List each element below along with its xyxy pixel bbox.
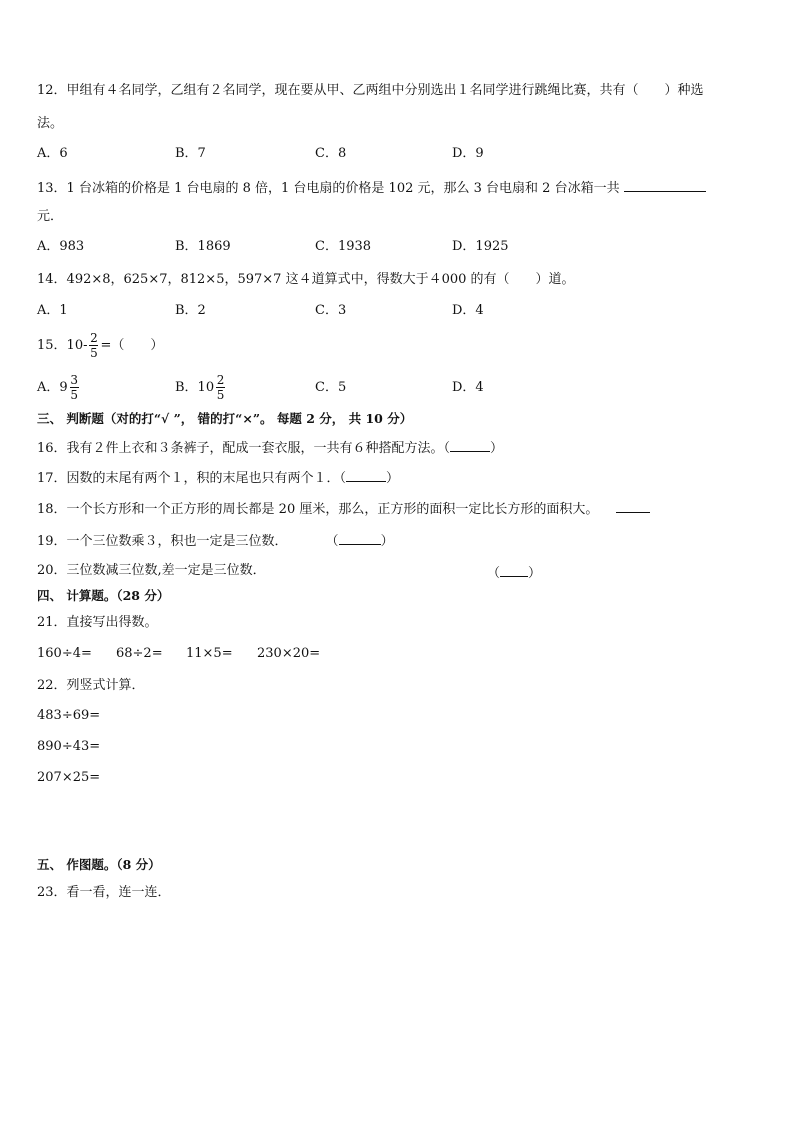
q15-option-a-fraction	[70, 373, 79, 402]
q12-option-a: A．6	[37, 146, 68, 161]
q14-option-a: A．1	[37, 303, 68, 318]
q19-close-paren: ）	[380, 534, 394, 549]
q17-answer-blank[interactable]	[346, 467, 386, 482]
q17-line	[37, 467, 399, 488]
q14-option-d: D．4	[452, 303, 484, 318]
q21-item-2: 68÷2=	[116, 646, 163, 661]
q22-item-2: 890÷43=	[37, 739, 101, 754]
q20-answer	[487, 562, 541, 583]
q13-option-b: B．1869	[175, 239, 231, 254]
q22-item-1: 483÷69=	[37, 708, 101, 723]
q15-option-b-label: B．10	[175, 380, 215, 395]
q20-close-paren: ）	[528, 566, 542, 581]
q13-line2: 元．	[37, 209, 64, 224]
q15-option-a-denominator: 5	[70, 388, 78, 402]
q18-text: 18．一个长方形和一个正方形的周长都是 20 厘米，那么，正方形的面积一定比长方形的面积大。	[37, 502, 599, 517]
q22-item-3: 207×25=	[37, 770, 101, 785]
q22-title: 22．列竖式计算．	[37, 678, 145, 693]
q15-option-b	[175, 370, 227, 406]
q21-title: 21．直接写出得数。	[37, 615, 158, 630]
q21-item-1: 160÷4=	[37, 646, 92, 661]
q12-option-c: C．8	[315, 146, 347, 161]
q16-line	[37, 437, 503, 458]
q15-option-a-label: A．9	[37, 380, 68, 395]
q15-option-c: C．5	[315, 380, 347, 395]
q18-line	[37, 498, 650, 519]
q16-close-paren: ）	[490, 441, 504, 456]
q14-line1: 14．492×8，625×7，812×5，597×7 这４道算式中，得数大于４000 的有（ ）道。	[37, 272, 575, 287]
q13-option-c: C．1938	[315, 239, 372, 254]
q15-line	[37, 328, 163, 364]
q12-line1: 12．甲组有４名同学，乙组有２名同学，现在要从甲、乙两组中分别选出１名同学进行跳绳比赛，共有（ ）种选	[37, 83, 704, 98]
q12-option-b: B．7	[175, 146, 206, 161]
q15-option-b-numerator: 2	[216, 373, 225, 387]
q13-option-d: D．1925	[452, 239, 509, 254]
q23-title: 23．看一看，连一连．	[37, 885, 171, 900]
q15-option-d: D．4	[452, 380, 484, 395]
q16-text: 16．我有２件上衣和３条裤子，配成一套衣服，一共有６种搭配方法。（	[37, 441, 451, 456]
q15-suffix: =（ ）	[100, 338, 164, 353]
q13-option-a: A．983	[37, 239, 85, 254]
q13-text: 13．1 台冰箱的价格是 1 台电扇的 8 倍，1 台电扇的价格是 102 元，那么 3 台电扇和 2 台冰箱一共	[37, 181, 620, 196]
q13-line1	[37, 177, 706, 198]
q20-answer-blank[interactable]	[500, 562, 528, 577]
q14-option-b: B．2	[175, 303, 206, 318]
section-5-heading: 五、 作图题。（8 分）	[37, 857, 161, 872]
q15-frac-denominator: 5	[90, 346, 98, 360]
q18-answer-blank[interactable]	[616, 498, 650, 513]
q15-option-a	[37, 370, 81, 406]
q12-option-d: D．9	[452, 146, 484, 161]
q15-option-a-numerator: 3	[70, 373, 78, 387]
q15-frac-numerator: 2	[90, 331, 98, 345]
q20-open-paren: （	[487, 566, 501, 581]
q15-prefix: 15．10-	[37, 338, 88, 353]
q19-open-paren: （	[325, 534, 339, 549]
q20-text: 20．三位数减三位数,差一定是三位数．	[37, 563, 266, 578]
q13-answer-blank[interactable]	[624, 177, 706, 192]
q17-text: 17．因数的末尾有两个１，积的末尾也只有两个１．（	[37, 471, 347, 486]
q17-close-paren: ）	[386, 471, 400, 486]
q19-text: 19．一个三位数乘３，积也一定是三位数．	[37, 534, 288, 549]
q21-item-4: 230×20=	[257, 646, 321, 661]
q15-fraction	[89, 331, 98, 360]
q21-item-3: 11×5=	[186, 646, 233, 661]
q12-line2: 法。	[37, 116, 64, 131]
q19-line	[37, 530, 394, 551]
q15-option-b-denominator: 5	[216, 388, 225, 402]
q20-line	[37, 562, 266, 580]
q14-option-c: C．3	[315, 303, 347, 318]
q19-answer-blank[interactable]	[339, 530, 381, 545]
section-3-heading: 三、 判断题（对的打“√ ”， 错的打“×”。 每题 2 分， 共 10 分）	[37, 411, 413, 426]
section-4-heading: 四、 计算题。（28 分）	[37, 588, 170, 603]
q16-answer-blank[interactable]	[450, 437, 490, 452]
q15-option-b-fraction	[216, 373, 225, 402]
